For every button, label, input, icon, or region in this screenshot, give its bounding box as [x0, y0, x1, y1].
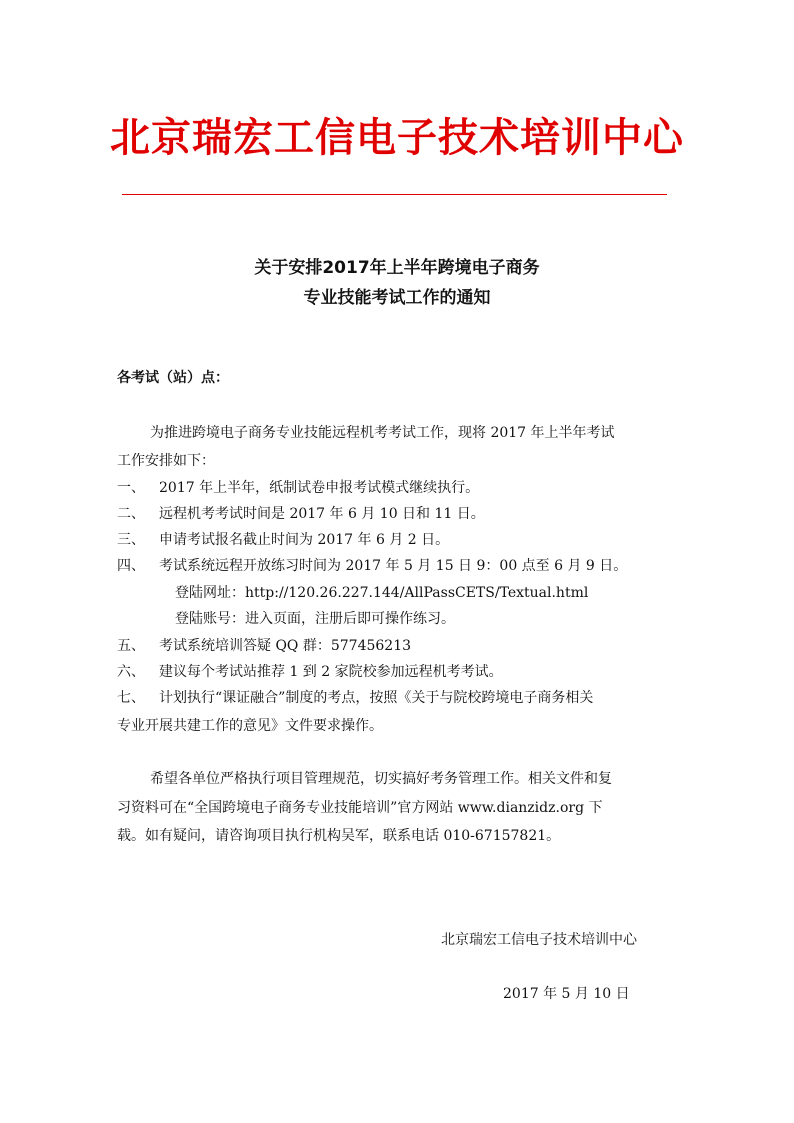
list-item — [117, 503, 485, 525]
list-item — [117, 661, 503, 683]
notice-title-line-2: 专业技能考试工作的通知 — [303, 288, 491, 308]
list-item — [117, 555, 627, 577]
list-item — [117, 687, 593, 709]
signature-org: 北京瑞宏工信电子技术培训中心 — [441, 932, 637, 948]
list-item-number: 四、 — [117, 558, 145, 574]
intro-line-2: 工作安排如下： — [117, 453, 215, 469]
list-item-text: 考试系统培训答疑 QQ 群：577456213 — [159, 638, 412, 654]
salutation: 各考试（站）点： — [117, 370, 229, 386]
signature-date: 2017 年 5 月 10 日 — [503, 986, 630, 1002]
login-account-line: 登陆账号：进入页面，注册后即可操作练习。 — [175, 611, 455, 627]
list-item — [117, 635, 411, 657]
list-item-number: 六、 — [117, 664, 145, 680]
masthead-divider — [122, 194, 667, 195]
list-item-text: 考试系统远程开放练习时间为 2017 年 5 月 15 日 9：00 点至 6 月 9 日。 — [159, 558, 628, 574]
list-item-text: 远程机考考试时间是 2017 年 6 月 10 日和 11 日。 — [159, 506, 485, 522]
closing-line-3: 载。如有疑问，请咨询项目执行机构吴军，联系电话 010-67157821。 — [117, 828, 561, 844]
notice-title-line-1: 关于安排2017年上半年跨境电子商务 — [254, 258, 540, 278]
list-item-text: 建议每个考试站推荐 1 到 2 家院校参加远程机考考试。 — [159, 664, 503, 680]
closing-line-1: 希望各单位严格执行项目管理规范，切实搞好考务管理工作。相关文件和复 — [150, 771, 612, 787]
list-item-number: 七、 — [117, 690, 145, 706]
list-item-text: 2017 年上半年，纸制试卷申报考试模式继续执行。 — [159, 480, 480, 496]
list-item-number: 三、 — [117, 532, 145, 548]
org-masthead: 北京瑞宏工信电子技术培训中心 — [110, 114, 684, 161]
list-item-number: 一、 — [117, 480, 145, 496]
closing-line-2: 习资料可在“全国跨境电子商务专业技能培训”官方网站 www.dianzidz.org 下 — [117, 800, 603, 816]
intro-line-1: 为推进跨境电子商务专业技能远程机考考试工作，现将 2017 年上半年考试 — [150, 425, 615, 441]
list-item-text: 申请考试报名截止时间为 2017 年 6 月 2 日。 — [159, 532, 450, 548]
list-item-number: 五、 — [117, 638, 145, 654]
list-item — [117, 477, 479, 499]
list-item-text: 计划执行“课证融合”制度的考点，按照《关于与院校跨境电子商务相关 — [159, 690, 594, 706]
login-url-line: 登陆网址：http://120.26.227.144/AllPassCETS/Textual.html — [175, 585, 589, 601]
list-item-continuation: 专业开展共建工作的意见》文件要求操作。 — [117, 718, 383, 734]
list-item-number: 二、 — [117, 506, 145, 522]
list-item — [117, 529, 449, 551]
